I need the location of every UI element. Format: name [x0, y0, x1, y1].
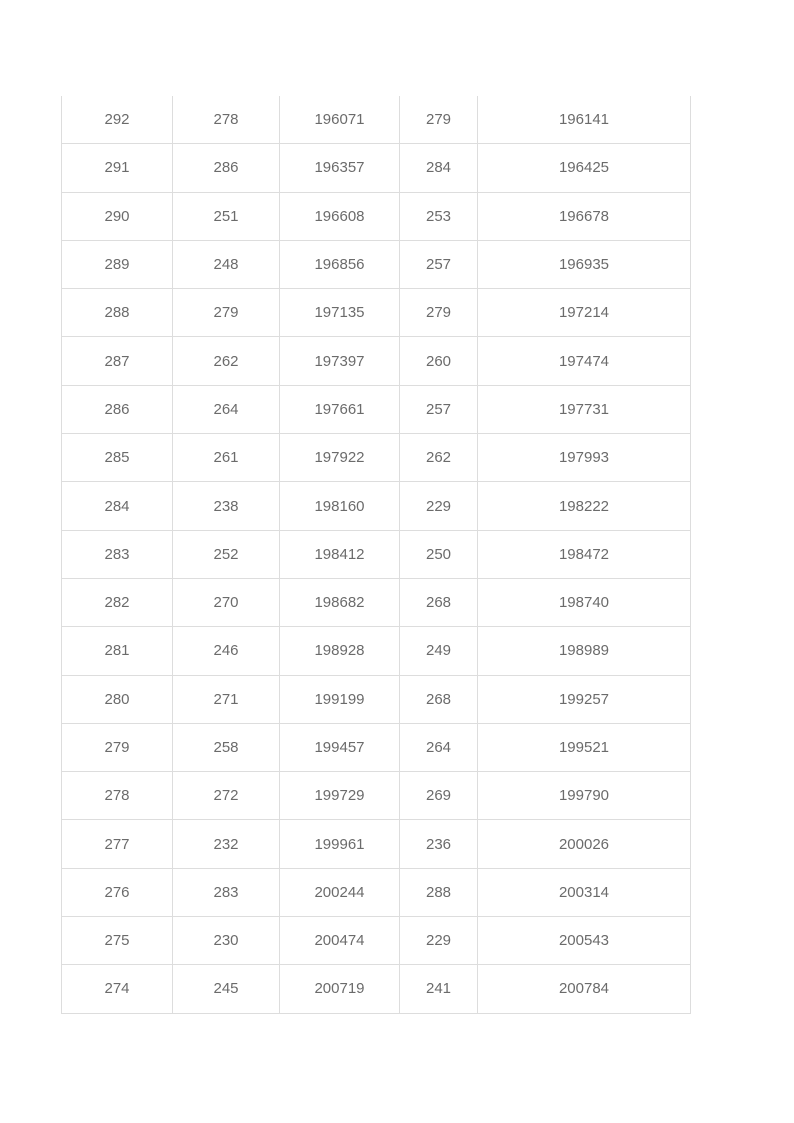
cumulative-b-cell: 199257 — [478, 675, 691, 723]
cumulative-a-cell: 200474 — [280, 917, 400, 965]
score-cell: 275 — [62, 917, 173, 965]
score-cell: 292 — [62, 96, 173, 144]
cumulative-b-cell: 197474 — [478, 337, 691, 385]
table-row — [62, 578, 691, 626]
cumulative-a-cell: 199961 — [280, 820, 400, 868]
cumulative-b-cell: 200026 — [478, 820, 691, 868]
cumulative-b-cell: 198472 — [478, 530, 691, 578]
count-a-cell: 262 — [173, 337, 280, 385]
cumulative-a-cell: 199457 — [280, 723, 400, 771]
count-b-cell: 253 — [400, 192, 478, 240]
count-a-cell: 238 — [173, 482, 280, 530]
count-a-cell: 230 — [173, 917, 280, 965]
cumulative-b-cell: 199790 — [478, 772, 691, 820]
cumulative-a-cell: 196357 — [280, 144, 400, 192]
score-cell: 287 — [62, 337, 173, 385]
count-b-cell: 257 — [400, 385, 478, 433]
table-row — [62, 965, 691, 1013]
score-cell: 276 — [62, 868, 173, 916]
table-row — [62, 482, 691, 530]
cumulative-a-cell: 198682 — [280, 578, 400, 626]
score-cell: 290 — [62, 192, 173, 240]
table-row — [62, 240, 691, 288]
table-row — [62, 530, 691, 578]
count-b-cell: 279 — [400, 289, 478, 337]
count-b-cell: 269 — [400, 772, 478, 820]
table-body — [62, 96, 691, 1013]
score-cell: 289 — [62, 240, 173, 288]
score-cell: 281 — [62, 627, 173, 675]
table-row — [62, 434, 691, 482]
cumulative-b-cell: 197214 — [478, 289, 691, 337]
count-a-cell: 252 — [173, 530, 280, 578]
score-cell: 282 — [62, 578, 173, 626]
score-cell: 274 — [62, 965, 173, 1013]
table-row — [62, 723, 691, 771]
count-b-cell: 262 — [400, 434, 478, 482]
table-row — [62, 868, 691, 916]
cumulative-b-cell: 198740 — [478, 578, 691, 626]
count-a-cell: 271 — [173, 675, 280, 723]
count-b-cell: 264 — [400, 723, 478, 771]
count-a-cell: 232 — [173, 820, 280, 868]
score-cell: 279 — [62, 723, 173, 771]
score-cell: 283 — [62, 530, 173, 578]
cumulative-a-cell: 197397 — [280, 337, 400, 385]
count-a-cell: 278 — [173, 96, 280, 144]
cumulative-a-cell: 199729 — [280, 772, 400, 820]
score-cell: 291 — [62, 144, 173, 192]
table-row — [62, 192, 691, 240]
table-row — [62, 96, 691, 144]
count-a-cell: 258 — [173, 723, 280, 771]
count-b-cell: 229 — [400, 917, 478, 965]
score-cell: 285 — [62, 434, 173, 482]
count-b-cell: 241 — [400, 965, 478, 1013]
table-row — [62, 820, 691, 868]
cumulative-a-cell: 196856 — [280, 240, 400, 288]
cumulative-a-cell: 198160 — [280, 482, 400, 530]
count-b-cell: 229 — [400, 482, 478, 530]
cumulative-b-cell: 200314 — [478, 868, 691, 916]
count-a-cell: 279 — [173, 289, 280, 337]
count-b-cell: 257 — [400, 240, 478, 288]
cumulative-b-cell: 200543 — [478, 917, 691, 965]
count-b-cell: 284 — [400, 144, 478, 192]
count-b-cell: 260 — [400, 337, 478, 385]
cumulative-a-cell: 200719 — [280, 965, 400, 1013]
cumulative-b-cell: 196425 — [478, 144, 691, 192]
score-cell: 286 — [62, 385, 173, 433]
table-row — [62, 337, 691, 385]
cumulative-a-cell: 197661 — [280, 385, 400, 433]
cumulative-b-cell: 199521 — [478, 723, 691, 771]
count-b-cell: 268 — [400, 675, 478, 723]
cumulative-b-cell: 197731 — [478, 385, 691, 433]
cumulative-a-cell: 200244 — [280, 868, 400, 916]
table-row — [62, 144, 691, 192]
score-cell: 278 — [62, 772, 173, 820]
table-row — [62, 772, 691, 820]
count-a-cell: 286 — [173, 144, 280, 192]
table-row — [62, 289, 691, 337]
count-a-cell: 283 — [173, 868, 280, 916]
table-row — [62, 385, 691, 433]
cumulative-a-cell: 199199 — [280, 675, 400, 723]
cumulative-a-cell: 197135 — [280, 289, 400, 337]
score-cell: 277 — [62, 820, 173, 868]
table-row — [62, 675, 691, 723]
cumulative-a-cell: 197922 — [280, 434, 400, 482]
cumulative-a-cell: 198928 — [280, 627, 400, 675]
score-cell: 288 — [62, 289, 173, 337]
count-a-cell: 251 — [173, 192, 280, 240]
count-a-cell: 264 — [173, 385, 280, 433]
count-b-cell: 279 — [400, 96, 478, 144]
count-b-cell: 249 — [400, 627, 478, 675]
cumulative-b-cell: 198222 — [478, 482, 691, 530]
count-b-cell: 268 — [400, 578, 478, 626]
score-cell: 280 — [62, 675, 173, 723]
cumulative-b-cell: 197993 — [478, 434, 691, 482]
cumulative-a-cell: 198412 — [280, 530, 400, 578]
count-a-cell: 248 — [173, 240, 280, 288]
score-table — [61, 96, 691, 1014]
table-row — [62, 627, 691, 675]
cumulative-b-cell: 200784 — [478, 965, 691, 1013]
count-b-cell: 236 — [400, 820, 478, 868]
count-b-cell: 250 — [400, 530, 478, 578]
count-a-cell: 246 — [173, 627, 280, 675]
count-b-cell: 288 — [400, 868, 478, 916]
cumulative-b-cell: 196678 — [478, 192, 691, 240]
count-a-cell: 272 — [173, 772, 280, 820]
count-a-cell: 261 — [173, 434, 280, 482]
cumulative-b-cell: 198989 — [478, 627, 691, 675]
cumulative-a-cell: 196608 — [280, 192, 400, 240]
count-a-cell: 270 — [173, 578, 280, 626]
cumulative-b-cell: 196141 — [478, 96, 691, 144]
count-a-cell: 245 — [173, 965, 280, 1013]
table-row — [62, 917, 691, 965]
score-cell: 284 — [62, 482, 173, 530]
cumulative-b-cell: 196935 — [478, 240, 691, 288]
cumulative-a-cell: 196071 — [280, 96, 400, 144]
